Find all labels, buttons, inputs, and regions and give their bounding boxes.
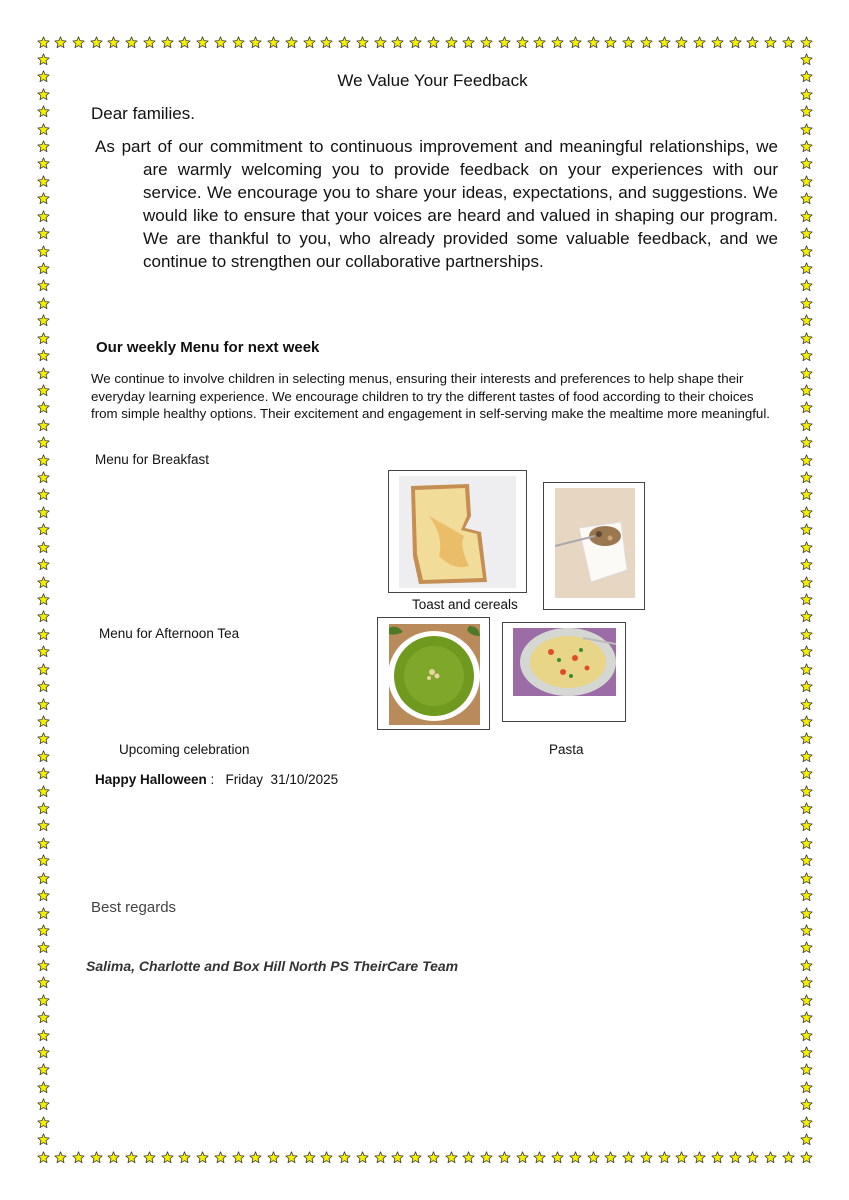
star-icon: [90, 36, 103, 49]
star-icon: [37, 976, 50, 989]
toast-photo: [399, 476, 516, 588]
star-icon: [303, 1151, 316, 1164]
star-icon: [37, 471, 50, 484]
star-icon: [37, 279, 50, 292]
star-icon: [37, 819, 50, 832]
cereal-photo: [555, 488, 635, 598]
star-icon: [764, 1151, 777, 1164]
star-icon: [746, 36, 759, 49]
star-icon: [37, 994, 50, 1007]
star-icon: [374, 36, 387, 49]
star-icon: [551, 36, 564, 49]
star-icon: [37, 750, 50, 763]
star-icon: [161, 1151, 174, 1164]
star-icon: [196, 1151, 209, 1164]
star-icon: [800, 523, 813, 536]
pesto-photo-frame: [377, 617, 490, 730]
star-icon: [37, 1063, 50, 1076]
star-icon: [37, 192, 50, 205]
star-icon: [37, 523, 50, 536]
star-icon: [640, 1151, 653, 1164]
star-icon: [800, 349, 813, 362]
star-icon: [37, 802, 50, 815]
star-icon: [37, 1029, 50, 1042]
star-icon: [37, 53, 50, 66]
star-icon: [658, 36, 671, 49]
star-icon: [800, 889, 813, 902]
star-icon: [800, 802, 813, 815]
star-icon: [37, 384, 50, 397]
star-icon: [800, 819, 813, 832]
star-icon: [196, 36, 209, 49]
pasta-photo: [513, 628, 616, 696]
star-icon: [729, 36, 742, 49]
star-icon: [693, 1151, 706, 1164]
star-icon: [445, 1151, 458, 1164]
star-icon: [622, 1151, 635, 1164]
star-icon: [37, 140, 50, 153]
star-icon: [746, 1151, 759, 1164]
star-icon: [37, 1011, 50, 1024]
greeting: Dear families.: [91, 104, 195, 123]
star-icon: [445, 36, 458, 49]
star-icon: [37, 663, 50, 676]
star-icon: [391, 36, 404, 49]
star-icon: [161, 36, 174, 49]
star-icon: [516, 1151, 529, 1164]
pesto-photo: [389, 624, 480, 725]
star-icon: [37, 506, 50, 519]
star-icon: [693, 36, 706, 49]
celebration-event: [95, 772, 338, 787]
star-icon: [800, 680, 813, 693]
star-icon: [37, 837, 50, 850]
star-icon: [37, 227, 50, 240]
star-icon: [800, 698, 813, 711]
star-icon: [356, 1151, 369, 1164]
star-icon: [800, 750, 813, 763]
star-icon: [800, 732, 813, 745]
star-icon: [800, 994, 813, 1007]
star-icon: [800, 1046, 813, 1059]
star-icon: [232, 36, 245, 49]
star-icon: [214, 1151, 227, 1164]
star-icon: [800, 1116, 813, 1129]
star-icon: [285, 1151, 298, 1164]
star-icon: [125, 1151, 138, 1164]
star-icon: [320, 36, 333, 49]
star-icon: [569, 36, 582, 49]
star-icon: [37, 367, 50, 380]
star-icon: [374, 1151, 387, 1164]
star-icon: [800, 1063, 813, 1076]
star-icon: [800, 663, 813, 676]
star-icon: [409, 36, 422, 49]
star-icon: [37, 1098, 50, 1111]
toast-photo-frame: [388, 470, 527, 593]
star-icon: [37, 767, 50, 780]
star-icon: [37, 889, 50, 902]
star-icon: [800, 941, 813, 954]
star-icon: [800, 227, 813, 240]
star-icon: [409, 1151, 422, 1164]
star-icon: [125, 36, 138, 49]
star-icon: [37, 628, 50, 641]
star-icon: [800, 907, 813, 920]
star-icon: [37, 436, 50, 449]
menu-heading: Our weekly Menu for next week: [96, 339, 320, 356]
star-icon: [320, 1151, 333, 1164]
celebration-label: Upcoming celebration: [119, 742, 250, 757]
star-icon: [267, 1151, 280, 1164]
star-icon: [533, 1151, 546, 1164]
star-icon: [782, 36, 795, 49]
star-icon: [800, 157, 813, 170]
star-icon: [800, 1133, 813, 1146]
star-icon: [711, 1151, 724, 1164]
star-icon: [37, 1133, 50, 1146]
star-icon: [604, 1151, 617, 1164]
star-icon: [37, 541, 50, 554]
star-icon: [800, 506, 813, 519]
event-date: Friday 31/10/2025: [214, 772, 339, 787]
star-icon: [800, 53, 813, 66]
star-icon: [37, 175, 50, 188]
star-icon: [800, 924, 813, 937]
star-icon: [37, 872, 50, 885]
star-icon: [569, 1151, 582, 1164]
afternoon-tea-label: Menu for Afternoon Tea: [99, 626, 240, 641]
star-icon: [800, 332, 813, 345]
star-icon: [37, 854, 50, 867]
star-icon: [143, 36, 156, 49]
star-icon: [338, 36, 351, 49]
cereal-photo-frame: [543, 482, 645, 610]
star-icon: [800, 1081, 813, 1094]
star-icon: [37, 262, 50, 275]
star-icon: [800, 837, 813, 850]
star-icon: [37, 576, 50, 589]
star-icon: [37, 210, 50, 223]
star-icon: [800, 976, 813, 989]
intro-paragraph: [95, 135, 778, 273]
star-icon: [800, 262, 813, 275]
star-icon: [800, 105, 813, 118]
event-name: Happy Halloween: [95, 772, 207, 787]
star-icon: [800, 436, 813, 449]
star-icon: [800, 1029, 813, 1042]
star-icon: [587, 1151, 600, 1164]
star-icon: [498, 1151, 511, 1164]
star-icon: [711, 36, 724, 49]
star-icon: [675, 1151, 688, 1164]
star-icon: [37, 1151, 50, 1164]
star-icon: [37, 645, 50, 658]
star-icon: [551, 1151, 564, 1164]
star-icon: [37, 924, 50, 937]
star-icon: [800, 541, 813, 554]
star-icon: [37, 732, 50, 745]
star-icon: [37, 454, 50, 467]
star-icon: [800, 175, 813, 188]
star-icon: [800, 593, 813, 606]
star-icon: [587, 36, 600, 49]
star-icon: [800, 314, 813, 327]
star-icon: [498, 36, 511, 49]
star-icon: [800, 401, 813, 414]
star-icon: [800, 140, 813, 153]
breakfast-caption: Toast and cereals: [412, 597, 518, 612]
star-icon: [37, 1046, 50, 1059]
star-icon: [782, 1151, 795, 1164]
star-icon: [391, 1151, 404, 1164]
star-icon: [533, 36, 546, 49]
star-icon: [800, 1098, 813, 1111]
star-icon: [800, 1011, 813, 1024]
star-icon: [800, 36, 813, 49]
star-icon: [37, 488, 50, 501]
star-icon: [800, 610, 813, 623]
star-icon: [427, 1151, 440, 1164]
star-icon: [800, 367, 813, 380]
signature: Salima, Charlotte and Box Hill North PS TheirCare Team: [86, 958, 459, 974]
star-icon: [37, 401, 50, 414]
star-icon: [37, 419, 50, 432]
star-icon: [640, 36, 653, 49]
page-title: We Value Your Feedback: [337, 71, 528, 90]
star-icon: [675, 36, 688, 49]
star-icon: [249, 36, 262, 49]
star-icon: [764, 36, 777, 49]
star-icon: [54, 1151, 67, 1164]
star-icon: [143, 1151, 156, 1164]
star-icon: [462, 36, 475, 49]
star-icon: [178, 36, 191, 49]
star-icon: [462, 1151, 475, 1164]
star-icon: [338, 1151, 351, 1164]
star-icon: [214, 36, 227, 49]
star-icon: [249, 1151, 262, 1164]
menu-description: We continue to involve children in selecting menus, ensuring their interests and preferences to help shape their everyday learning experience. We encourage children to try the different tastes of food according to their choices from simple healthy options. Their excitement and engagement in self-serving make the mealtime more meaningful.: [91, 371, 770, 421]
star-icon: [90, 1151, 103, 1164]
star-icon: [800, 210, 813, 223]
star-icon: [800, 384, 813, 397]
star-icon: [267, 36, 280, 49]
star-icon: [107, 36, 120, 49]
star-icon: [516, 36, 529, 49]
breakfast-label: Menu for Breakfast: [95, 452, 210, 467]
star-icon: [37, 105, 50, 118]
star-icon: [800, 558, 813, 571]
star-icon: [622, 36, 635, 49]
star-icon: [37, 593, 50, 606]
star-icon: [72, 36, 85, 49]
star-icon: [427, 36, 440, 49]
star-icon: [72, 1151, 85, 1164]
star-icon: [37, 907, 50, 920]
star-icon: [800, 715, 813, 728]
event-separator: :: [206, 772, 215, 787]
star-icon: [107, 1151, 120, 1164]
star-icon: [54, 36, 67, 49]
star-icon: [604, 36, 617, 49]
star-icon: [800, 959, 813, 972]
star-icon: [800, 872, 813, 885]
star-icon: [800, 419, 813, 432]
star-icon: [178, 1151, 191, 1164]
star-icon: [800, 297, 813, 310]
star-icon: [37, 680, 50, 693]
star-icon: [37, 959, 50, 972]
star-icon: [37, 610, 50, 623]
star-icon: [37, 349, 50, 362]
pasta-photo-frame: [502, 622, 626, 722]
star-icon: [800, 454, 813, 467]
star-icon: [800, 854, 813, 867]
star-icon: [800, 471, 813, 484]
star-icon: [37, 941, 50, 954]
star-icon: [232, 1151, 245, 1164]
star-icon: [800, 628, 813, 641]
star-icon: [37, 332, 50, 345]
star-icon: [285, 36, 298, 49]
star-icon: [356, 36, 369, 49]
star-icon: [800, 645, 813, 658]
star-icon: [800, 245, 813, 258]
star-icon: [800, 576, 813, 589]
star-icon: [37, 123, 50, 136]
star-icon: [37, 558, 50, 571]
star-icon: [303, 36, 316, 49]
star-icon: [37, 157, 50, 170]
closing: Best regards: [91, 899, 177, 916]
afternoon-tea-caption: Pasta: [549, 742, 584, 757]
star-icon: [729, 1151, 742, 1164]
star-icon: [37, 715, 50, 728]
star-icon: [480, 1151, 493, 1164]
star-icon: [800, 767, 813, 780]
star-icon: [37, 36, 50, 49]
star-icon: [37, 1081, 50, 1094]
star-icon: [800, 123, 813, 136]
star-icon: [800, 785, 813, 798]
star-icon: [37, 785, 50, 798]
star-icon: [800, 1151, 813, 1164]
star-icon: [800, 279, 813, 292]
star-icon: [37, 698, 50, 711]
star-icon: [37, 297, 50, 310]
intro-text: As part of our commitment to continuous improvement and meaningful relationships, we are warmly welcoming you to provide feedback on your experiences with our service. We encourage you to share your ideas, expectations, and suggestions. We would like to ensure that your voices are heard and valued in shaping our program. We are thankful to you, who already provided some valuable feedback, and we continue to strengthen our collaborative partnerships.: [95, 137, 778, 271]
star-icon: [480, 36, 493, 49]
star-icon: [800, 192, 813, 205]
star-icon: [37, 245, 50, 258]
star-icon: [37, 1116, 50, 1129]
star-icon: [37, 314, 50, 327]
star-icon: [800, 488, 813, 501]
star-icon: [658, 1151, 671, 1164]
